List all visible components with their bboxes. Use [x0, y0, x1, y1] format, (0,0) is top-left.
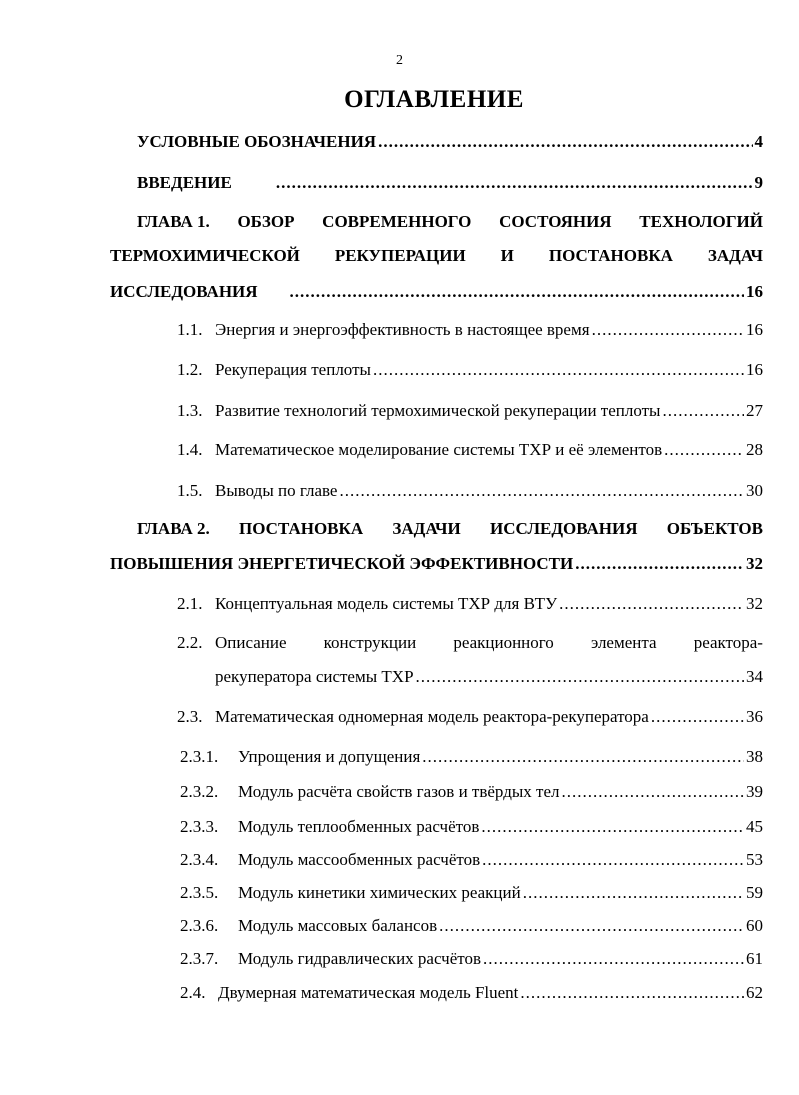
- toc-entry-2-3-4[interactable]: [180, 850, 763, 870]
- toc-label: Модуль гидравлических расчётов: [238, 949, 481, 968]
- toc-page: 16: [746, 282, 763, 301]
- toc-page: 30: [746, 481, 763, 500]
- toc-page: 36: [746, 707, 763, 726]
- toc-number: 1.1.: [177, 320, 203, 339]
- toc-label: Рекуперация теплоты: [215, 360, 371, 379]
- toc-label: УСЛОВНЫЕ ОБОЗНАЧЕНИЯ: [137, 132, 377, 151]
- toc-dot-leader: [520, 983, 744, 1003]
- toc-word: ЗАДАЧИ: [392, 519, 461, 538]
- toc-entry-1-4[interactable]: [177, 440, 763, 460]
- toc-number: 2.3.: [177, 707, 203, 726]
- toc-label: Концептуальная модель системы ТХР для ВТУ: [215, 594, 558, 613]
- toc-word: элемента: [590, 633, 657, 652]
- toc-dot-leader: [378, 132, 752, 152]
- toc-label: Математическая одномерная модель реактора-рекуператора: [215, 707, 649, 726]
- toc-dot-leader: [575, 554, 744, 574]
- toc-entry-1-1[interactable]: [177, 320, 763, 340]
- toc-entry-2-3-3[interactable]: [180, 817, 763, 837]
- toc-page: 45: [746, 817, 763, 836]
- toc-word: конструкции: [323, 633, 417, 652]
- toc-word: И: [500, 246, 514, 265]
- toc-chapter2-line2[interactable]: [110, 554, 763, 574]
- toc-label: Развитие технологий термохимической рекуперации теплоты: [215, 401, 661, 420]
- toc-number: 2.3.3.: [180, 817, 219, 836]
- toc-word: ТЕРМОХИМИЧЕСКОЙ: [110, 246, 300, 265]
- toc-label: Модуль теплообменных расчётов: [238, 817, 480, 836]
- toc-word: ПОСТАНОВКА: [239, 519, 364, 538]
- toc-word: ЗАДАЧ: [707, 246, 763, 265]
- toc-chapter1-line2[interactable]: [110, 246, 763, 266]
- toc-entry-intro[interactable]: [137, 173, 763, 193]
- toc-label: Модуль расчёта свойств газов и твёрдых тел: [238, 782, 560, 801]
- toc-page: 32: [746, 594, 763, 613]
- toc-label: Математическое моделирование системы ТХР и её элементов: [215, 440, 663, 459]
- toc-entry-2-3-5[interactable]: [180, 883, 763, 903]
- toc-dot-leader: [559, 594, 744, 614]
- toc-entry-2-1[interactable]: [177, 594, 763, 614]
- toc-chapter1-line3[interactable]: [110, 282, 763, 302]
- toc-word: реактора-: [693, 633, 763, 652]
- toc-entry-2-4[interactable]: [180, 983, 763, 1003]
- toc-label: ПОВЫШЕНИЯ ЭНЕРГЕТИЧЕСКОЙ ЭФФЕКТИВНОСТИ: [110, 554, 574, 573]
- toc-entry-2-3-1[interactable]: [180, 747, 763, 767]
- toc-dot-leader: [662, 401, 744, 421]
- toc-dot-leader: [523, 883, 744, 903]
- toc-dot-leader: [290, 282, 744, 302]
- toc-page: 60: [746, 916, 763, 935]
- toc-page: 38: [746, 747, 763, 766]
- toc-label: рекуператора системы ТХР: [215, 667, 414, 686]
- toc-dot-leader: [483, 949, 744, 969]
- toc-dot-leader: [416, 667, 744, 687]
- toc-dot-leader: [439, 916, 744, 936]
- toc-number: 2.3.6.: [180, 916, 219, 935]
- toc-entry-2-3[interactable]: [177, 707, 763, 727]
- toc-page: 28: [746, 440, 763, 459]
- toc-number: 2.3.1.: [180, 747, 219, 766]
- toc-word: СОВРЕМЕННОГО: [322, 212, 472, 231]
- toc-label: ИССЛЕДОВАНИЯ: [110, 282, 258, 301]
- toc-entry-symbols[interactable]: [137, 132, 763, 152]
- toc-dot-leader: [482, 850, 744, 870]
- toc-number: 1.4.: [177, 440, 203, 459]
- toc-label: Упрощения и допущения: [238, 747, 421, 766]
- toc-number: 2.2.: [177, 633, 203, 652]
- toc-dot-leader: [339, 481, 744, 501]
- toc-number: 1.5.: [177, 481, 203, 500]
- toc-page: 27: [746, 401, 763, 420]
- toc-word: ГЛАВА 1.: [137, 212, 210, 231]
- toc-label: Модуль массовых балансов: [238, 916, 438, 935]
- toc-dot-leader: [276, 173, 753, 193]
- toc-label: ВВЕДЕНИЕ: [137, 173, 232, 192]
- toc-word: ИССЛЕДОВАНИЯ: [489, 519, 638, 538]
- toc-chapter1-line1[interactable]: [137, 212, 763, 232]
- toc-justified-label: [215, 633, 763, 653]
- toc-word: реакционного: [453, 633, 554, 652]
- toc-word: ПОСТАНОВКА: [548, 246, 673, 265]
- page-number: 2: [396, 53, 403, 68]
- toc-word: Описание: [215, 633, 287, 652]
- toc-word: СОСТОЯНИЯ: [499, 212, 612, 231]
- toc-page: 61: [746, 949, 763, 968]
- toc-dot-leader: [373, 360, 744, 380]
- toc-dot-leader: [651, 707, 744, 727]
- toc-number: 1.2.: [177, 360, 203, 379]
- toc-number: 2.3.2.: [180, 782, 219, 801]
- toc-number: 1.3.: [177, 401, 203, 420]
- toc-page: 32: [746, 554, 763, 573]
- toc-dot-leader: [422, 747, 744, 767]
- toc-word: ТЕХНОЛОГИЙ: [639, 212, 763, 231]
- toc-page: 16: [746, 320, 763, 339]
- toc-entry-2-2-line1[interactable]: [177, 633, 763, 653]
- toc-page: 9: [754, 173, 763, 192]
- toc-page: 62: [746, 983, 763, 1002]
- toc-page: 59: [746, 883, 763, 902]
- toc-label: Модуль массообменных расчётов: [238, 850, 481, 869]
- toc-entry-1-2[interactable]: [177, 360, 763, 380]
- toc-page: 34: [746, 667, 763, 686]
- toc-word: ОБЗОР: [237, 212, 295, 231]
- toc-word: ГЛАВА 2.: [137, 519, 210, 538]
- toc-entry-2-3-6[interactable]: [180, 916, 763, 936]
- toc-chapter2-line1[interactable]: [137, 519, 763, 539]
- toc-number: 2.3.5.: [180, 883, 219, 902]
- toc-entry-1-3[interactable]: [177, 401, 763, 421]
- toc-entry-1-5[interactable]: [177, 481, 763, 501]
- toc-page: 39: [746, 782, 763, 801]
- toc-label: Выводы по главе: [215, 481, 338, 500]
- toc-label: Энергия и энергоэффективность в настоящее время: [215, 320, 590, 339]
- toc-dot-leader: [562, 782, 745, 802]
- toc-word: ОБЪЕКТОВ: [666, 519, 763, 538]
- toc-label: Двумерная математическая модель Fluent: [218, 983, 519, 1002]
- toc-number: 2.4.: [180, 983, 206, 1002]
- toc-word: РЕКУПЕРАЦИИ: [334, 246, 466, 265]
- toc-entry-2-3-7[interactable]: [180, 949, 763, 969]
- toc-dot-leader: [592, 320, 744, 340]
- toc-entry-2-3-2[interactable]: [180, 782, 763, 802]
- toc-dot-leader: [481, 817, 744, 837]
- toc-page: 16: [746, 360, 763, 379]
- toc-page: 53: [746, 850, 763, 869]
- toc-dot-leader: [664, 440, 744, 460]
- toc-number: 2.3.7.: [180, 949, 219, 968]
- page-title: ОГЛАВЛЕНИЕ: [344, 86, 524, 113]
- toc-number: 2.1.: [177, 594, 203, 613]
- toc-page: 4: [754, 132, 763, 151]
- toc-number: 2.3.4.: [180, 850, 219, 869]
- toc-label: Модуль кинетики химических реакций: [238, 883, 521, 902]
- toc-entry-2-2-line2[interactable]: [215, 667, 763, 687]
